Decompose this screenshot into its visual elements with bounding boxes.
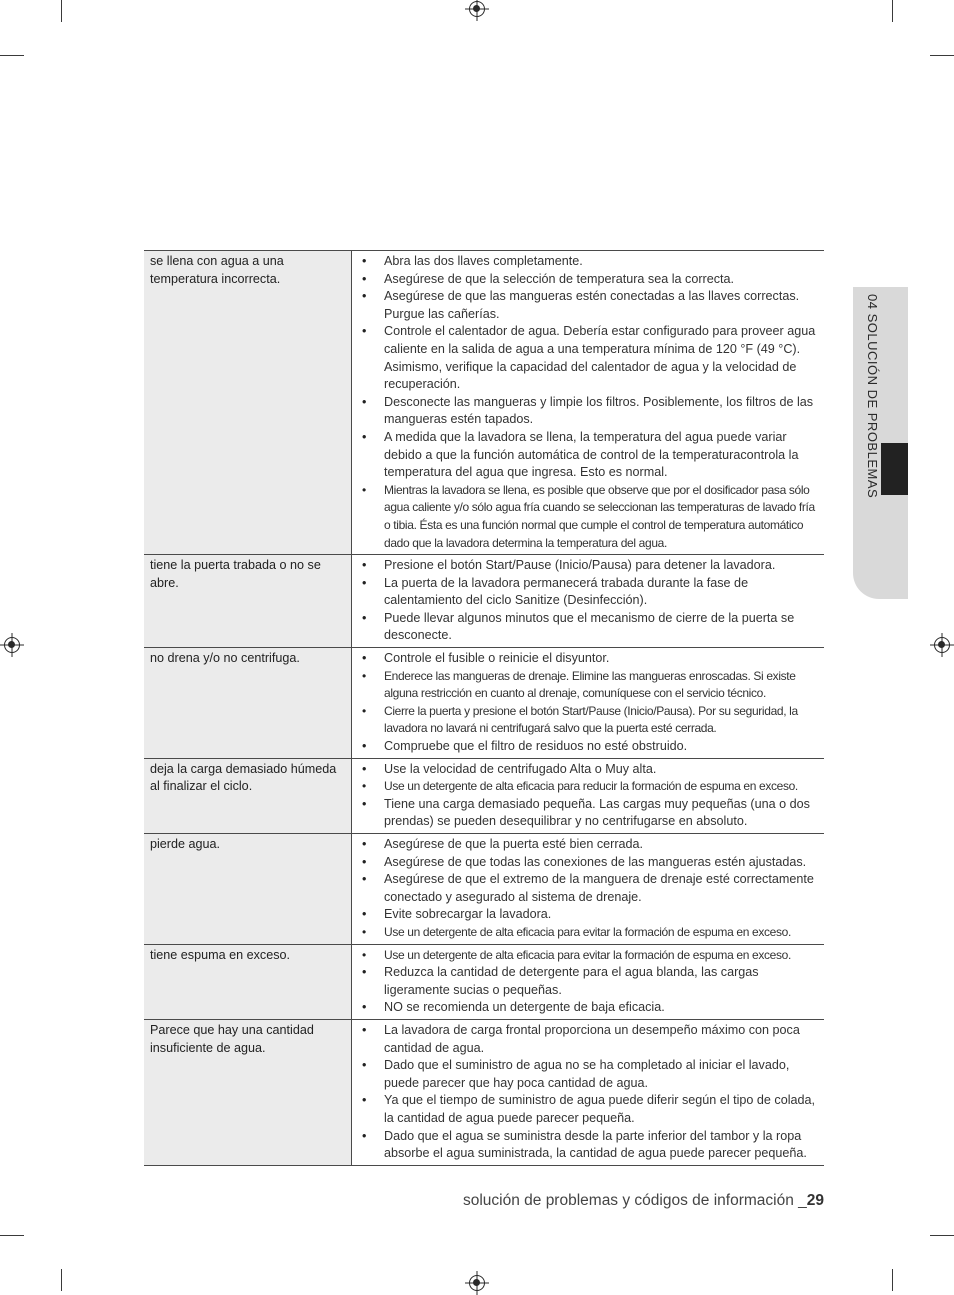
page-footer — [463, 1192, 824, 1210]
problem-cell: no drena y/o no centrifuga. — [144, 648, 352, 759]
solution-item: • Dado que el suministro de agua no se ha completado al iniciar el lavado, puede parecer que hay poca cantidad de agua. — [360, 1057, 824, 1092]
solution-item: • La lavadora de carga frontal proporciona un desempeño máximo con poca cantidad de agua. — [360, 1022, 824, 1057]
registration-mark-icon — [4, 637, 20, 653]
table-row — [144, 555, 824, 648]
solution-item: • Use un detergente de alta eficacia para evitar la formación de espuma en exceso. — [360, 947, 824, 965]
footer-text: solución de problemas y códigos de información _ — [462, 1192, 807, 1209]
solution-item: • Desconecte las mangueras y limpie los filtros. Posiblemente, los filtros de las mangueras estén tapados. — [360, 394, 824, 429]
crop-mark — [892, 1269, 893, 1291]
solution-cell — [352, 758, 825, 833]
solution-item: • Asegúrese de que la selección de temperatura sea la correcta. — [360, 271, 824, 289]
solution-item: • Use un detergente de alta eficacia para evitar la formación de espuma en exceso. — [360, 924, 824, 942]
crop-mark — [0, 1235, 24, 1236]
solution-item: • Tiene una carga demasiado pequeña. Las cargas muy pequeñas (una o dos prendas) se pueden desequilibrar y no centrifugarse en absoluto. — [360, 796, 824, 831]
solution-cell — [352, 648, 825, 759]
problem-cell: pierde agua. — [144, 834, 352, 945]
registration-mark-icon — [469, 1, 485, 17]
solution-item: • Ya que el tiempo de suministro de agua puede diferir según el tipo de colada, la cantidad de agua puede parecer pequeña. — [360, 1092, 824, 1127]
solution-item: • A medida que la lavadora se llena, la temperatura del agua puede variar debido a que la función automática de control de la temperaturacontrola la temperatura del agua que ingresa. Esto es normal. — [360, 429, 824, 482]
table-row — [144, 648, 824, 759]
solution-list — [360, 557, 824, 645]
crop-mark — [930, 1235, 954, 1236]
solution-item: • Evite sobrecargar la lavadora. — [360, 906, 824, 924]
solution-item: • Compruebe que el filtro de residuos no esté obstruido. — [360, 738, 824, 756]
troubleshooting-table — [144, 250, 824, 1166]
page-number: 29 — [806, 1192, 824, 1209]
table-row — [144, 758, 824, 833]
table-row — [144, 251, 824, 555]
solution-item: • Asegúrese de que la puerta esté bien cerrada. — [360, 836, 824, 854]
solution-item: • Abra las dos llaves completamente. — [360, 253, 824, 271]
solution-item: • Asegúrese de que el extremo de la manguera de drenaje esté correctamente conectado y asegurado al sistema de drenaje. — [360, 871, 824, 906]
solution-item: • Cierre la puerta y presione el botón Start/Pause (Inicio/Pausa). Por su seguridad, la lavadora no lavará ni centrifugará salvo que la puerta esté cerrada. — [360, 703, 824, 738]
registration-mark-icon — [934, 637, 950, 653]
solution-item: • Controle el calentador de agua. Debería estar configurado para proveer agua caliente en la salida de agua a una temperatura mínima de 120 °F (49 °C). Asimismo, verifique la capacidad del calentador de agua y la velocidad de recuperación. — [360, 323, 824, 393]
solution-list — [360, 836, 824, 942]
crop-mark — [0, 55, 24, 56]
table-row — [144, 834, 824, 945]
chapter-side-label: 04 SOLUCIÓN DE PROBLEMAS — [865, 294, 880, 499]
solution-item: • La puerta de la lavadora permanecerá trabada durante la fase de calentamiento del ciclo Sanitize (Desinfección). — [360, 575, 824, 610]
solution-item: • Controle el fusible o reinicie el disyuntor. — [360, 650, 824, 668]
problem-cell: deja la carga demasiado húmeda al finalizar el ciclo. — [144, 758, 352, 833]
crop-mark — [61, 1269, 62, 1291]
table-row — [144, 1019, 824, 1165]
solution-list — [360, 761, 824, 831]
crop-mark — [61, 0, 62, 22]
solution-item: • NO se recomienda un detergente de baja eficacia. — [360, 999, 824, 1017]
solution-cell — [352, 251, 825, 555]
solution-list — [360, 947, 824, 1017]
problem-cell: Parece que hay una cantidad insuficiente de agua. — [144, 1019, 352, 1165]
solution-cell — [352, 944, 825, 1019]
solution-item: • Reduzca la cantidad de detergente para el agua blanda, las cargas ligeramente sucias o pequeñas. — [360, 964, 824, 999]
solution-item: • Puede llevar algunos minutos que el mecanismo de cierre de la puerta se desconecte. — [360, 610, 824, 645]
solution-item: • Presione el botón Start/Pause (Inicio/Pausa) para detener la lavadora. — [360, 557, 824, 575]
crop-mark — [930, 55, 954, 56]
solution-item: • Asegúrese de que las mangueras estén conectadas a las llaves correctas. Purgue las cañerías. — [360, 288, 824, 323]
chapter-tab-marker — [881, 443, 908, 495]
problem-cell: tiene la puerta trabada o no se abre. — [144, 555, 352, 648]
solution-list — [360, 650, 824, 756]
registration-mark-icon — [469, 1275, 485, 1291]
troubleshooting-table-body — [144, 251, 824, 1166]
solution-cell — [352, 555, 825, 648]
problem-cell: tiene espuma en exceso. — [144, 944, 352, 1019]
crop-mark — [892, 0, 893, 22]
solution-item: • Enderece las mangueras de drenaje. Elimine las mangueras enroscadas. Si existe alguna restricción en cuanto al drenaje, comuníquese con el servicio técnico. — [360, 668, 824, 703]
solution-list — [360, 253, 824, 552]
solution-item: • Use un detergente de alta eficacia para reducir la formación de espuma en exceso. — [360, 778, 824, 796]
solution-cell — [352, 1019, 825, 1165]
solution-item: • Use la velocidad de centrifugado Alta o Muy alta. — [360, 761, 824, 779]
table-row — [144, 944, 824, 1019]
problem-cell: se llena con agua a una temperatura incorrecta. — [144, 251, 352, 555]
solution-item: • Asegúrese de que todas las conexiones de las mangueras estén ajustadas. — [360, 854, 824, 872]
solution-item: • Dado que el agua se suministra desde la parte inferior del tambor y la ropa absorbe el agua suministrada, la cantidad de agua puede parecer pequeña. — [360, 1128, 824, 1163]
solution-list — [360, 1022, 824, 1163]
solution-cell — [352, 834, 825, 945]
solution-item: • Mientras la lavadora se llena, es posible que observe que por el dosificador pasa sólo agua caliente y/o sólo agua fría cuando se seleccionan las temperaturas de lavado fría o tibia. Ésta es una función normal que cumple el control de temperatura automático dado que la lavadora determina la temperatura del agua. — [360, 482, 824, 552]
